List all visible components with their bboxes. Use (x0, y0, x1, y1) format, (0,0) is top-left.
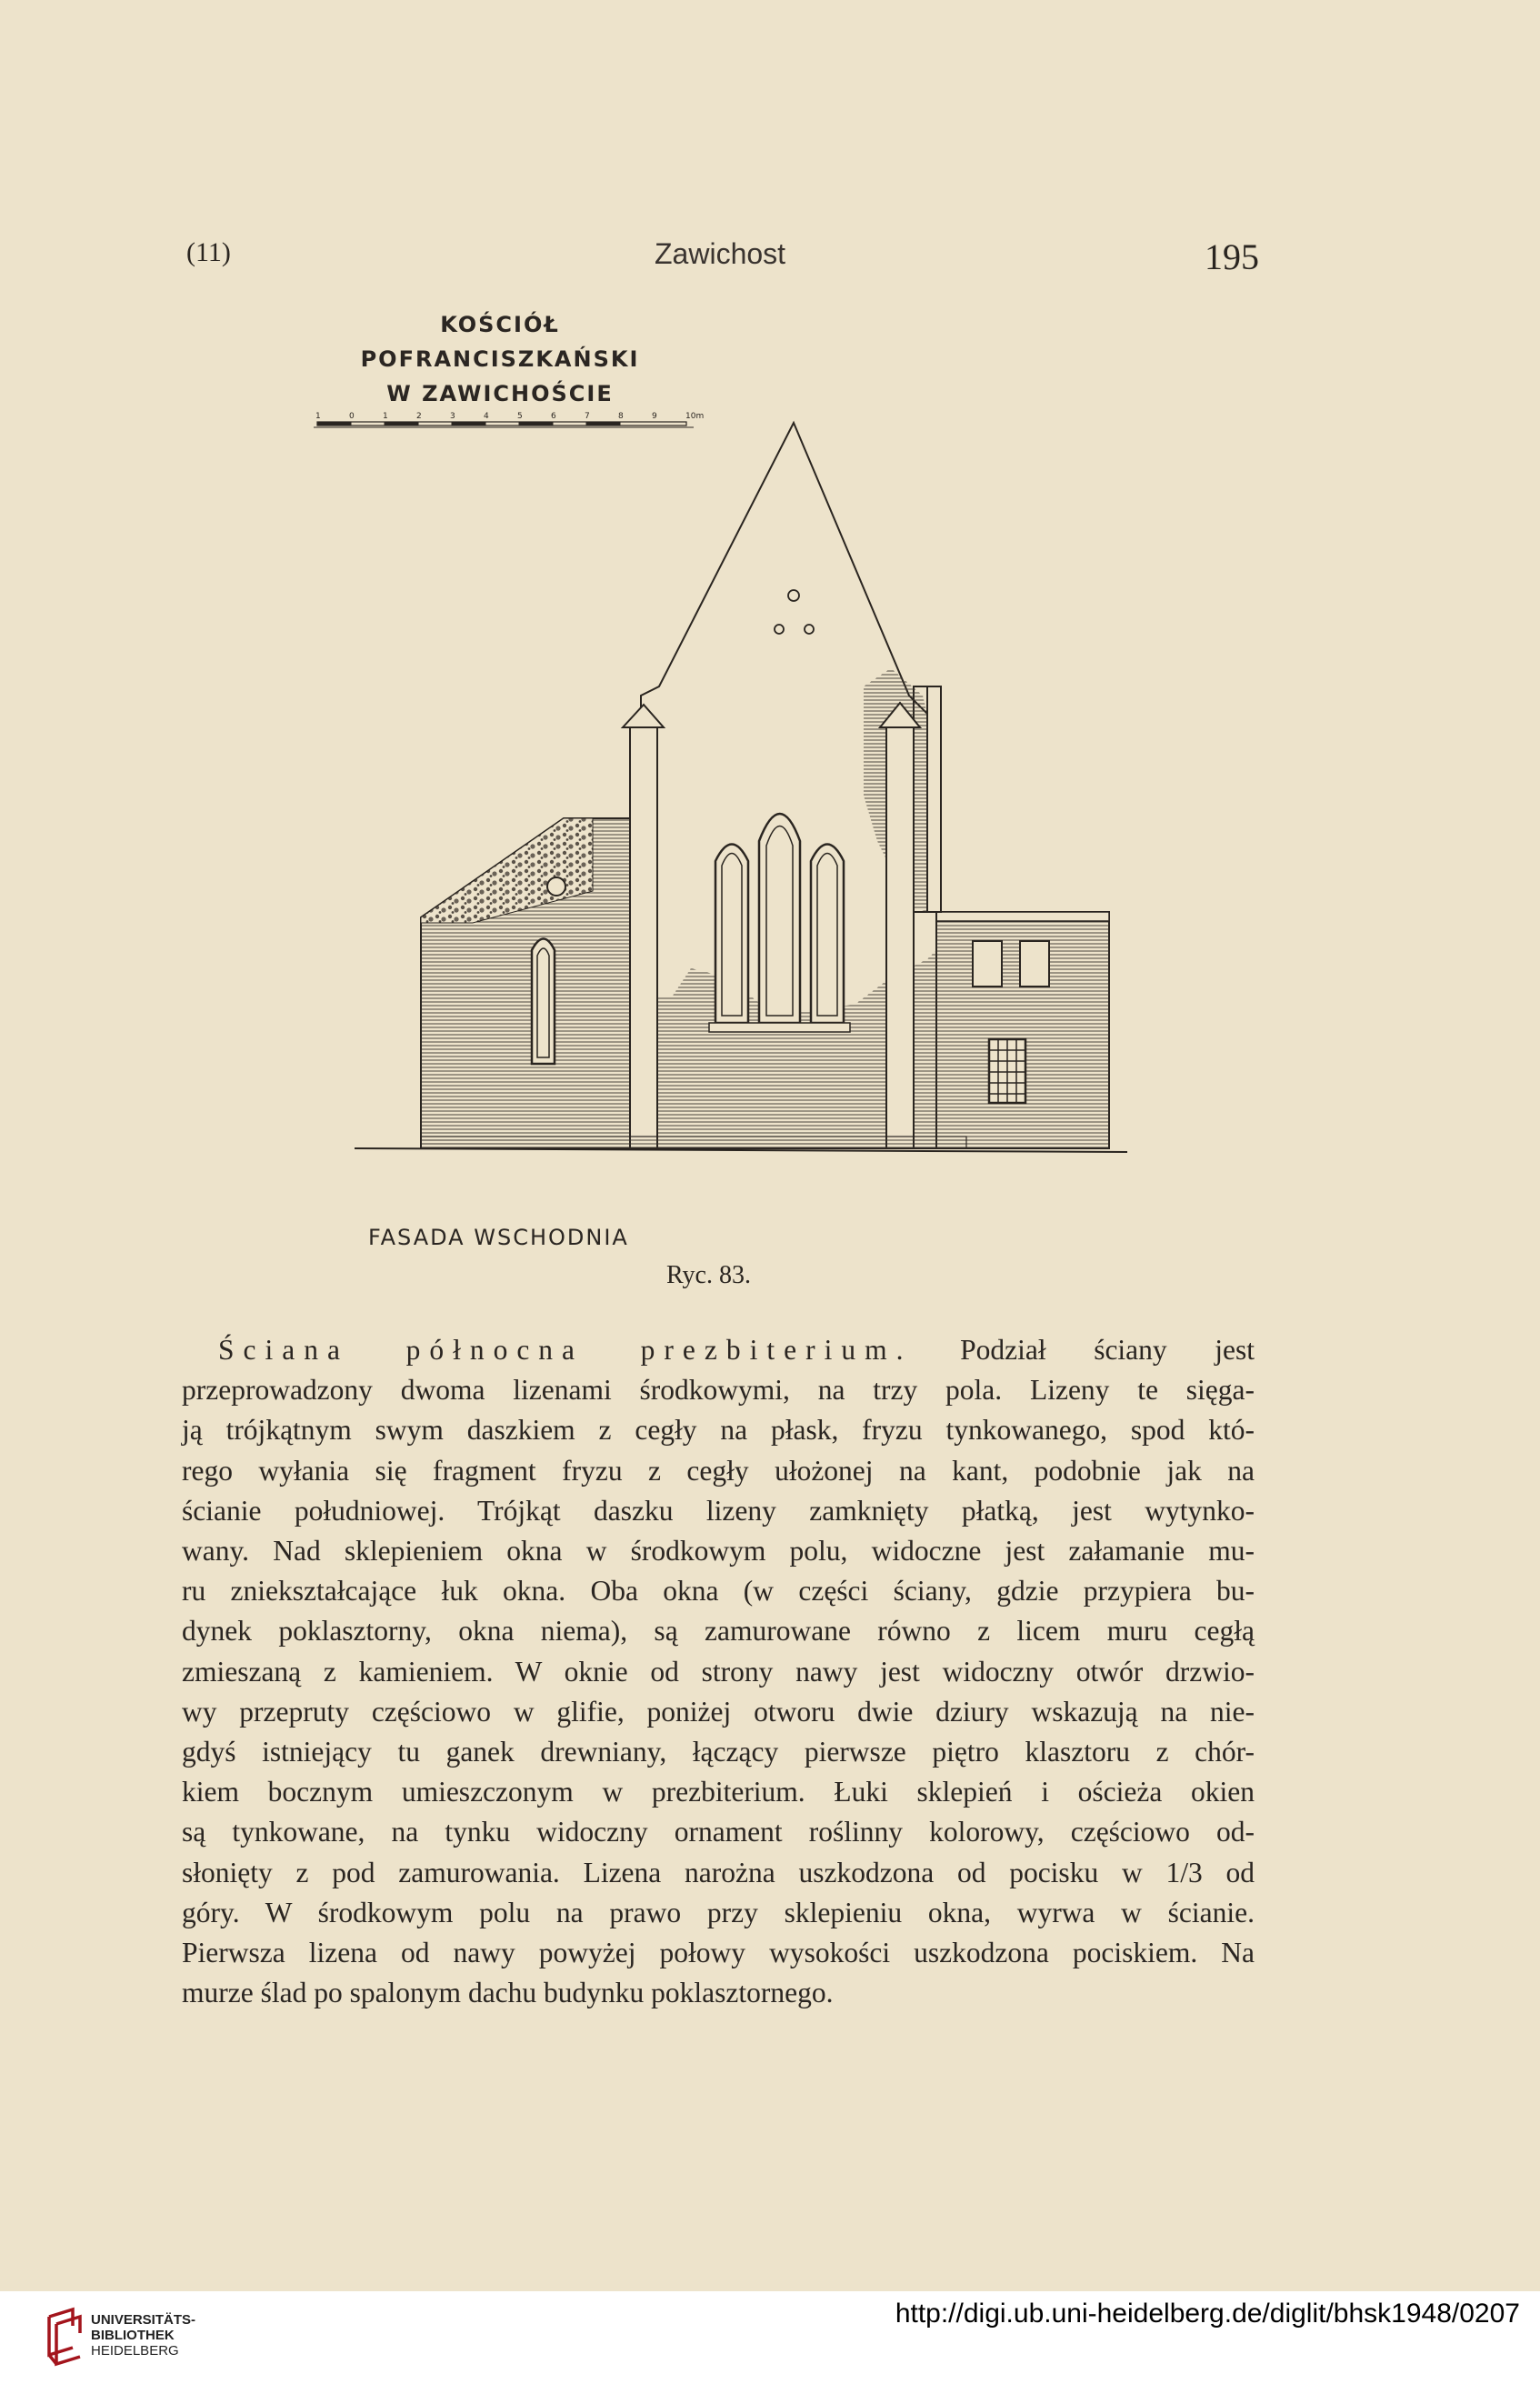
body-line: dynek poklasztorny, okna niema), są zamurowane równo z licem muru cegłą (182, 1615, 1255, 1648)
body-line: wy przepruty częściowo w glifie, poniżej otworu dwie dziury wskazują na nie- (182, 1695, 1255, 1728)
scale-label: 1 (315, 412, 321, 421)
scale-label: 3 (450, 412, 455, 421)
body-line: gdyś istniejący tu ganek drewniany, łączący pierwsze piętro klasztoru z chór- (182, 1736, 1255, 1768)
drawing-title-line1: KOŚCIÓŁ POFRANCISZKAŃSKI (360, 312, 640, 372)
lizena-right (880, 703, 920, 1148)
library-name (91, 2312, 195, 2359)
nave-window (532, 939, 555, 1065)
drawing-title (309, 307, 691, 411)
body-line: wany. Nad sklepieniem okna w środkowym polu, widoczne jest załamanie mu- (182, 1535, 1255, 1568)
body-line: ru zniekształcające łuk okna. Oba okna (w części ściany, gdzie przypiera bu- (182, 1575, 1255, 1608)
section-number: (11) (186, 237, 231, 267)
library-name-line3: HEIDELBERG (91, 2343, 179, 2359)
drawing-title-line2: W ZAWICHOŚCIE (386, 381, 614, 406)
scale-label: 4 (484, 412, 489, 421)
scale-label: 5 (517, 412, 523, 421)
annex-grille-window (989, 1039, 1025, 1103)
body-line: ścianie południowej. Trójkąt daszku lizeny zamknięty płatką, jest wytynko- (182, 1494, 1255, 1527)
triple-lancet-window (709, 814, 850, 1032)
body-line: Pierwsza lizena od nawy powyżej połowy wysokości uszkodzona pociskiem. Na (182, 1937, 1255, 1969)
body-line: słonięty z pod zamurowania. Lizena narożna uszkodzona od pocisku w 1/3 od (182, 1856, 1255, 1888)
body-line: są tynkowane, na tynku widoczny ornament roślinny kolorowy, częściowo od- (182, 1816, 1255, 1848)
gable-oculus (788, 590, 799, 601)
body-line: murze ślad po spalonym dachu budynku poklasztornego. (182, 1977, 834, 2009)
figure-number: Ryc. 83. (666, 1261, 751, 1289)
body-line: góry. W środkowym polu na prawo przy sklepieniu okna, wyrwa w ścianie. (182, 1896, 1255, 1928)
running-header (0, 232, 1540, 286)
source-url-link[interactable]: http://digi.ub.uni-heidelberg.de/diglit/bhsk1948/0207 (895, 2299, 1520, 2329)
body-line: rego wyłania się fragment fryzu z cegły ułożonej na kant, podobnie jak na (182, 1454, 1255, 1487)
body-line: kiem bocznym umieszczonym w prezbiterium. Łuki sklepień i ościeża okien (182, 1776, 1255, 1808)
east-facade-drawing (345, 414, 1145, 1182)
scale-label: 0 (349, 412, 355, 421)
body-line: zmieszaną z kamieniem. W oknie od strony nawy jest widoczny otwór drzwio- (182, 1655, 1255, 1688)
scale-label: 1 (383, 412, 388, 421)
scale-label: 7 (585, 412, 590, 421)
library-name-line1: UNIVERSITÄTS- (91, 2312, 196, 2328)
scale-label: 6 (551, 412, 556, 421)
body-line: przeprowadzony dwoma lizenami środkowymi, na trzy pola. Lizeny te sięga- (182, 1374, 1255, 1407)
body-line-first (182, 1330, 1255, 1370)
first-line-rest: Podział ściany jest (960, 1334, 1255, 1366)
page-number: 195 (1205, 236, 1259, 277)
corner-lizena (927, 686, 941, 912)
spaced-heading: Ściana północna prezbiterium. (218, 1334, 913, 1366)
annex-window-2 (1020, 941, 1049, 987)
body-paragraph (182, 1330, 1255, 2013)
annex-window-1 (973, 941, 1002, 987)
body-line: ją trójkątnym swym daszkiem z cegły na płask, fryzu tynkowanego, spod któ- (182, 1414, 1255, 1447)
library-logo-icon (36, 2299, 91, 2397)
library-name-line2: BIBLIOTHEK (91, 2328, 175, 2343)
drawing-caption: FASADA WSCHODNIA (368, 1225, 629, 1250)
running-title: Zawichost (655, 237, 786, 270)
plinth (421, 1137, 966, 1148)
scale-label: 8 (618, 412, 624, 421)
scale-label: 9 (652, 412, 657, 421)
round-window (547, 877, 565, 896)
scale-label: 2 (416, 412, 422, 421)
scale-label: 10m (685, 412, 705, 421)
